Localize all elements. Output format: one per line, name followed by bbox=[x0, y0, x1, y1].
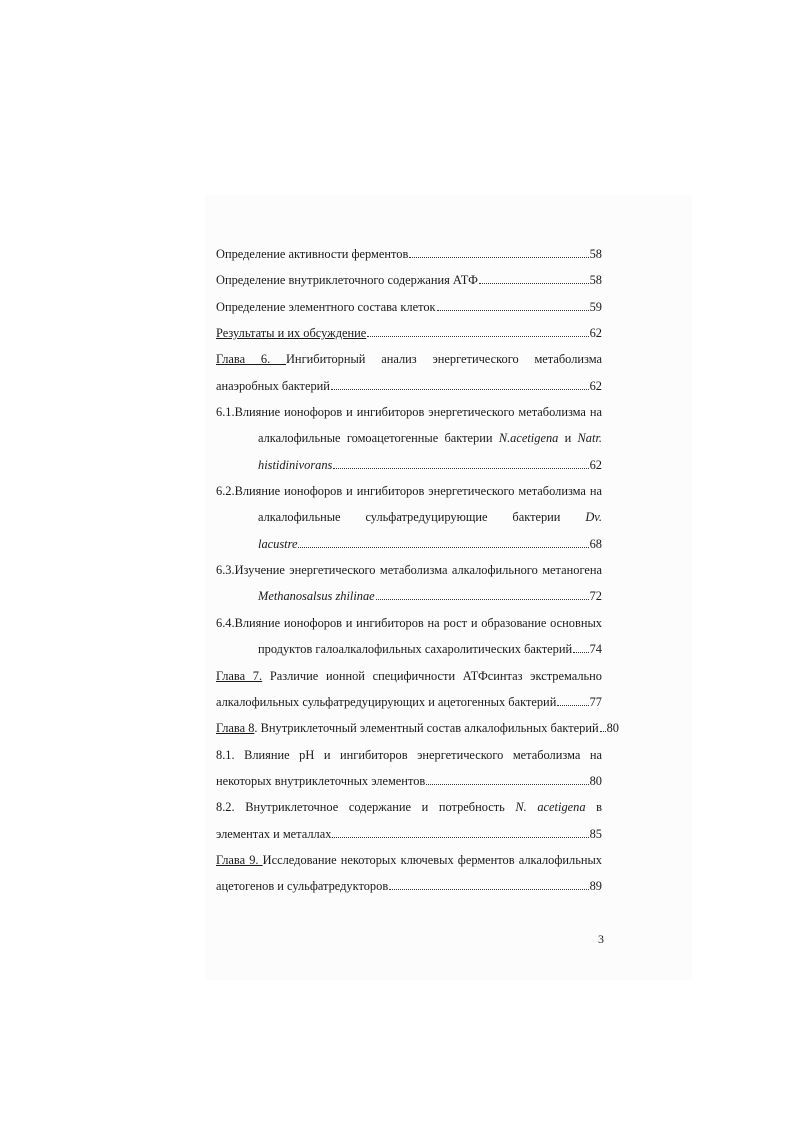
chapter-link[interactable]: Глава 7. bbox=[216, 668, 263, 683]
toc-line bbox=[216, 744, 602, 770]
dot-leader bbox=[298, 547, 588, 548]
toc-line-text bbox=[216, 322, 366, 344]
toc-page-number: 62 bbox=[589, 326, 602, 341]
toc-text: Определение элементного состава клеток bbox=[216, 299, 436, 314]
toc-line bbox=[216, 796, 602, 822]
toc-line bbox=[216, 322, 602, 348]
toc-page-number: 80 bbox=[606, 721, 619, 736]
toc-entry[interactable] bbox=[216, 744, 602, 797]
dot-leader bbox=[331, 389, 589, 390]
species-name: N. acetigena bbox=[515, 800, 586, 815]
dot-leader bbox=[367, 336, 588, 337]
toc-line-text bbox=[216, 405, 602, 419]
dot-leader bbox=[409, 257, 588, 258]
toc-entry[interactable] bbox=[216, 322, 602, 348]
chapter-link[interactable]: Глава 8 bbox=[216, 721, 255, 736]
toc-entry[interactable] bbox=[216, 665, 602, 718]
toc-page-number: 85 bbox=[589, 826, 602, 841]
toc-text: 6.1.Влияние ионофоров и ингибиторов энергетического метаболизма на bbox=[216, 405, 602, 420]
dot-leader bbox=[479, 283, 589, 284]
toc-entry[interactable] bbox=[216, 717, 619, 743]
table-of-contents bbox=[216, 243, 619, 902]
toc-line bbox=[216, 717, 619, 743]
toc-line-text bbox=[258, 454, 332, 476]
chapter-link[interactable]: Глава 6. bbox=[216, 352, 286, 367]
toc-line-text bbox=[216, 823, 331, 845]
dot-leader bbox=[437, 310, 589, 311]
toc-line bbox=[216, 665, 602, 691]
toc-line bbox=[216, 506, 602, 532]
toc-text: 8.2. Внутриклеточное содержание и потребность bbox=[216, 800, 516, 815]
toc-text: Определение внутриклеточного содержания АТФ bbox=[216, 273, 478, 288]
toc-line-text bbox=[216, 691, 556, 713]
toc-line-text bbox=[216, 484, 602, 498]
toc-text: 6.4.Влияние ионофоров и ингибиторов на рост и образование основных bbox=[216, 615, 602, 630]
toc-line-text bbox=[258, 585, 375, 607]
dot-leader bbox=[333, 468, 588, 469]
toc-text: и bbox=[558, 431, 578, 446]
toc-line-text bbox=[216, 875, 388, 897]
toc-line-text bbox=[216, 669, 602, 683]
dot-leader bbox=[332, 837, 588, 838]
toc-page-number: 58 bbox=[589, 273, 602, 288]
chapter-link[interactable]: Глава 9. bbox=[216, 852, 263, 867]
species-name: histidinivorans bbox=[258, 457, 333, 472]
toc-entry[interactable] bbox=[216, 243, 602, 269]
toc-line-text bbox=[216, 375, 330, 397]
toc-entry[interactable] bbox=[216, 348, 602, 401]
toc-text: продуктов галоалкалофильных сахаролитических бактерий bbox=[258, 642, 573, 657]
toc-page-number: 72 bbox=[589, 589, 602, 604]
toc-line-text bbox=[216, 243, 408, 265]
toc-line-text bbox=[216, 800, 602, 822]
toc-line-text bbox=[216, 296, 436, 318]
toc-page-number: 68 bbox=[589, 536, 602, 551]
toc-text: 6.2.Влияние ионофоров и ингибиторов энергетического метаболизма на bbox=[216, 484, 602, 499]
toc-line-text bbox=[258, 431, 602, 445]
toc-line bbox=[216, 427, 602, 453]
toc-line bbox=[216, 612, 602, 638]
page-number: 3 bbox=[598, 932, 604, 946]
toc-text: Различие ионной специфичности АТФсинтаз экстремально bbox=[262, 668, 602, 683]
toc-text: Ингибиторный анализ энергетического метаболизма bbox=[285, 352, 602, 367]
species-name: N.acetigena bbox=[498, 431, 559, 446]
toc-line bbox=[216, 823, 602, 849]
toc-line-text bbox=[258, 638, 572, 660]
toc-text: Определение активности ферментов bbox=[216, 247, 409, 261]
dot-leader bbox=[426, 784, 588, 785]
toc-text: . Внутриклеточный элементный состав алкалофильных бактерий bbox=[254, 721, 599, 736]
species-name: Methanosalsus zhilinae bbox=[258, 589, 375, 604]
dot-leader bbox=[600, 731, 606, 732]
species-name: lacustre bbox=[258, 536, 298, 551]
toc-page-number: 58 bbox=[589, 247, 602, 261]
toc-line-text bbox=[216, 748, 602, 770]
toc-line-text bbox=[216, 770, 425, 792]
toc-entry[interactable] bbox=[216, 612, 602, 665]
toc-line bbox=[216, 585, 602, 611]
dot-leader bbox=[389, 889, 588, 890]
toc-entry[interactable] bbox=[216, 559, 602, 612]
toc-entry[interactable] bbox=[216, 480, 602, 559]
toc-line bbox=[216, 533, 602, 559]
toc-page-number: 62 bbox=[589, 457, 602, 472]
toc-line bbox=[216, 770, 602, 796]
toc-text: некоторых внутриклеточных элементов bbox=[216, 773, 426, 788]
toc-page-number: 80 bbox=[589, 773, 602, 788]
toc-line bbox=[216, 401, 602, 427]
toc-text: 6.3.Изучение энергетического метаболизма алкалофильного метаногена bbox=[216, 563, 602, 578]
toc-page-number: 62 bbox=[589, 378, 602, 393]
toc-line bbox=[216, 480, 602, 506]
toc-line-text bbox=[216, 616, 602, 630]
toc-line-text bbox=[216, 269, 478, 291]
toc-line bbox=[216, 638, 602, 664]
toc-line bbox=[216, 296, 602, 322]
toc-text: Исследование некоторых ключевых ферментов алкалофильных bbox=[262, 852, 602, 867]
dot-leader bbox=[376, 599, 589, 600]
toc-text: алкалофильных сульфатредуцирующих и ацетогенных бактерий bbox=[216, 694, 557, 709]
species-name: Dv. bbox=[585, 510, 602, 525]
toc-line bbox=[216, 691, 602, 717]
toc-line bbox=[216, 375, 602, 401]
toc-page-number: 77 bbox=[589, 694, 602, 709]
toc-entry[interactable] bbox=[216, 269, 602, 295]
toc-text: ацетогенов и сульфатредукторов bbox=[216, 879, 389, 894]
toc-line-text bbox=[216, 563, 602, 577]
toc-entry[interactable] bbox=[216, 296, 602, 322]
toc-text: алкалофильные сульфатредуцирующие бактерии bbox=[258, 510, 586, 525]
toc-line-text bbox=[258, 510, 602, 532]
toc-text: элементах и металлах bbox=[216, 826, 332, 841]
toc-line-text bbox=[216, 717, 599, 739]
toc-line bbox=[216, 559, 602, 585]
toc-line bbox=[216, 269, 602, 295]
toc-entry[interactable] bbox=[216, 849, 602, 902]
toc-page-number: 74 bbox=[589, 642, 602, 657]
toc-page-number: 89 bbox=[589, 879, 602, 894]
toc-line bbox=[216, 849, 602, 875]
toc-line-text bbox=[258, 533, 297, 555]
toc-text: в bbox=[596, 800, 602, 815]
toc-text: алкалофильные гомоацетогенные бактерии bbox=[258, 431, 499, 446]
toc-page-number: 59 bbox=[589, 299, 602, 314]
toc-line bbox=[216, 348, 602, 374]
chapter-link[interactable]: Результаты и их обсуждение bbox=[216, 326, 367, 341]
toc-line-text bbox=[216, 352, 602, 374]
toc-line bbox=[216, 454, 602, 480]
toc-text: 8.1. Влияние pH и ингибиторов энергетического метаболизма на bbox=[216, 747, 602, 762]
dot-leader bbox=[557, 705, 588, 706]
toc-entry[interactable] bbox=[216, 796, 602, 849]
toc-text: анаэробных бактерий bbox=[216, 378, 330, 393]
species-name: Natr. bbox=[577, 431, 602, 446]
dot-leader bbox=[573, 652, 588, 653]
toc-line-text bbox=[216, 853, 602, 867]
toc-entry[interactable] bbox=[216, 401, 602, 480]
toc-line bbox=[216, 243, 602, 269]
toc-line bbox=[216, 875, 602, 901]
